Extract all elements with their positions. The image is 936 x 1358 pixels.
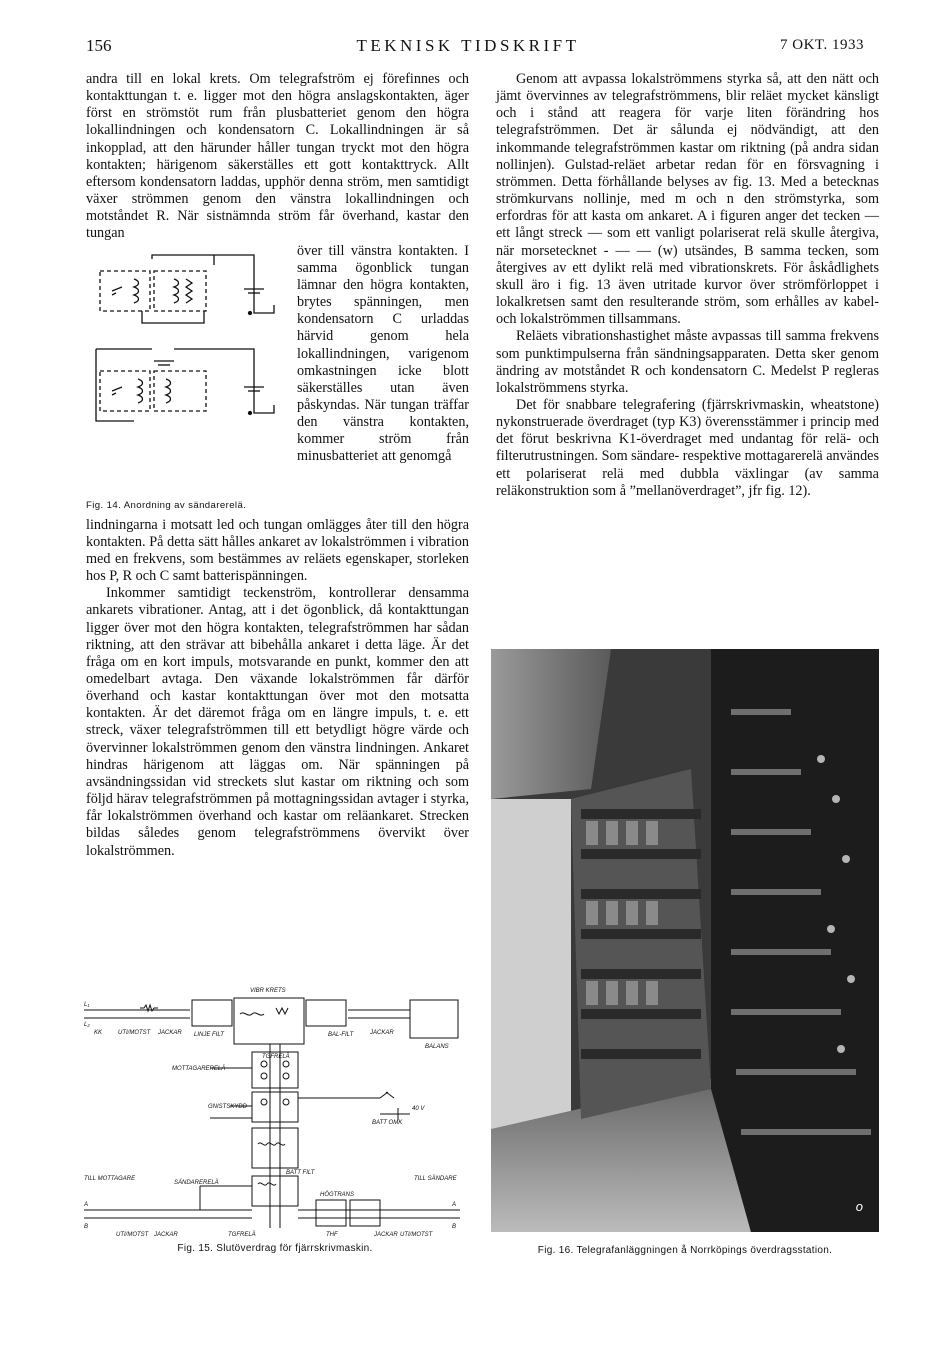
label-b-left: B [84, 1224, 89, 1230]
label-l2: L₂ [84, 1022, 90, 1028]
telegraph-station-photo [491, 649, 879, 1232]
label-vibr-krets: VIBR KRETS [250, 988, 286, 994]
paragraph-3: Genom att avpassa lokalströmmens styrka så, att den nätt och jämt övervinnes av telegrafströmmens, blir reläet mycket känsligt och i stånd att reagera för varje liten förändring hos telegrafströmmen. Det är sålunda ej nödvändigt, att den inkommande telegrafströmmen kastar om riktning (på andra sidan nollinjen). Gulstad-reläet arbetar redan för en försvagning i strömmen. Detta förhållande belyses av fig. 13. Med a betecknas strömkurvans nollinje, med m och n den strömstyrka, som erfordras för att kasta om ankaret. A i figuren anger det tecken — ett långt streck — som ett vanligt polariserat relä skulle återgiva, när morsetecknet - — — (w) utsändes, B samma tecken, som återgives av ett dylikt relä med vibrationskrets. För åskådlighets skull äro i fig. 13 även utritade kurvor över strömförloppet i lokalkretsen samt den resulterande ström, som erhålles av kabel- och lokalströmmen tillsammans. [496, 71, 879, 328]
paragraph-1-end: lindningarna i motsatt led och tungan omlägges åter till den högra kontakten. På detta sätt hålles ankaret av lokalströmmen i vibration med en frekvens, som bestämmes av reläets egenskaper, storleken hos P, R och C samt batterispänningen. [86, 516, 469, 585]
label-utmotst: UTI/MOTST [118, 1030, 151, 1036]
paragraph-1-continued: över till vänstra kontakten. I samma ögonblick tungan lämnar den högra kontakten, brytes spänningen, men kondensatorn C urladdas härvid genom hela lokallindningen, varigenom omkastningen icke blott säkerställes utan även påskyndas. När tungan träffar den vänstra kontakten, kommer ström från minusbatteriet att genomgå [297, 242, 469, 465]
label-40v: 40 V [412, 1106, 425, 1112]
label-kk: KK [94, 1030, 103, 1036]
figure-15-caption: Fig. 15. Slutöverdrag för fjärrskrivmaskin. [177, 1243, 373, 1254]
left-column [86, 71, 469, 860]
label-jackar-bottom: JACKAR [154, 1232, 178, 1238]
running-title: TEKNISK TIDSKRIFT [356, 36, 580, 55]
label-gnistskydd: GNISTSKYDD [208, 1104, 248, 1110]
label-batt-omk: BATT OMK [372, 1120, 403, 1126]
label-bal-filt: BAL-FILT [328, 1032, 354, 1038]
label-tgfrela: TGFRELÄ [262, 1054, 290, 1060]
label-jackar-bottom-right: JACKAR [374, 1232, 398, 1238]
figure-16-photograph [491, 649, 879, 1232]
relay-circuit-diagram [94, 251, 284, 451]
label-utmotst-bottom-right: UTI/MOTST [400, 1232, 433, 1238]
paragraph-1: andra till en lokal krets. Om telegrafström ej förefinnes och kontakttungan t. e. ligger mot den högra anslagskontakten, äger först en strömstöt rum från plusbatteriet genom den högra lokallindningen och kondensatorn C. Lokallindningen är så inkopplad, att den härunder håller tungan tryckt mot den högra kontakten; härigenom säkerställes ett gott kontakttryck. Allt eftersom kondensatorn laddas, upphör denna ström, men samtidigt växer strömmen genom den vänstra lokallindningen och motståndet R. När sistnämnda ström får överhand, kastar den tungan [86, 71, 469, 242]
label-till-mottagare: TILL MOTTAGARE [84, 1176, 136, 1182]
paragraph-2: Inkommer samtidigt teckenström, kontrollerar densamma ankarets vibrationer. Antag, att i det ögonblick, då kontakttungan ligger över mot den högra kontakten, telegrafströmmen har sådan riktning, att den strävar att bibehålla ankaret i detta läge. Är det fråga om en kort impuls, motsvarande en punkt, kommer den att omedelbart avtaga. Den växande lokalströmmen får därför överhand och kastar kontakttungan över mot den motsatta kontakten. Är det däremot fråga om en längre impuls, t. e. ett streck, växer telegrafströmmen till ett betydligt högre värde och övervinner lokalströmmen genom den vänstra lindningen. Ankaret hindras härigenom att läggas om. När spänningen på avsändningssidan vid streckets slut kastar om riktning och som följd härav telegrafströmmen på mottagningssidan avtager i styrka, får lokalströmmen överhand och kastar om reläankaret. Strecken bildas således genom telegrafströmmens övervikt över lokalströmmen. [86, 585, 469, 859]
label-a-left: A [84, 1202, 89, 1208]
label-b-right: B [452, 1224, 457, 1230]
figure-14 [84, 243, 291, 517]
paragraph-4: Reläets vibrationshastighet måste avpassas till samma frekvens som punktimpulserna från sändningsapparaten. Detta sker genom ändring av motståndet R och kondensatorn C. Medelst P regleras lokalströmmens styrka. [496, 328, 879, 396]
label-sandarerela: SÄNDARERELÄ [174, 1180, 219, 1186]
figure-14-caption: Fig. 14. Anordning av sändarerelä. [86, 500, 247, 512]
label-mottagarerela: MOTTAGARERELÄ [172, 1066, 226, 1072]
label-tgfrela-bottom: TGFRELÄ [228, 1232, 256, 1238]
label-jackar-right: JACKAR [370, 1030, 394, 1036]
label-balans: BALANS [425, 1044, 449, 1050]
label-batt-filt: BATT FILT [286, 1170, 315, 1176]
figure-16-caption: Fig. 16. Telegrafanläggningen å Norrköpings överdragsstation. [537, 1245, 833, 1256]
label-hogtrans: HÖGTRANS [320, 1192, 355, 1198]
label-a-right: A [452, 1202, 457, 1208]
label-till-sandare: TILL SÄNDARE [414, 1176, 457, 1182]
label-jackar: JACKAR [158, 1030, 182, 1036]
page-number: 156 [86, 36, 112, 55]
label-utmotst-bottom: UTI/MOTST [116, 1232, 149, 1238]
label-linje-filt: LINJE FILT [194, 1032, 224, 1038]
issue-date: 7 OKT. 1933 [780, 37, 864, 53]
paragraph-5: Det för snabbare telegrafering (fjärrskrivmaskin, wheatstone) nykonstruerade överdraget (typ K3) överensstämmer i princip med det förut beskrivna K1-överdraget med undantag för relä- och filterutrustningen. Som sändare- respektive mottagarerelä användes ett polariserat relä med dubbla växlingar (av samma reläkonstruktion som å ”mellanöverdraget”, jfr fig. 12). [496, 396, 879, 499]
label-l1: L₁ [84, 1002, 90, 1008]
photo-mark: o [855, 1199, 863, 1214]
figure-15-schematic [80, 978, 470, 1243]
label-thf: THF [326, 1232, 338, 1238]
right-column [496, 71, 879, 500]
